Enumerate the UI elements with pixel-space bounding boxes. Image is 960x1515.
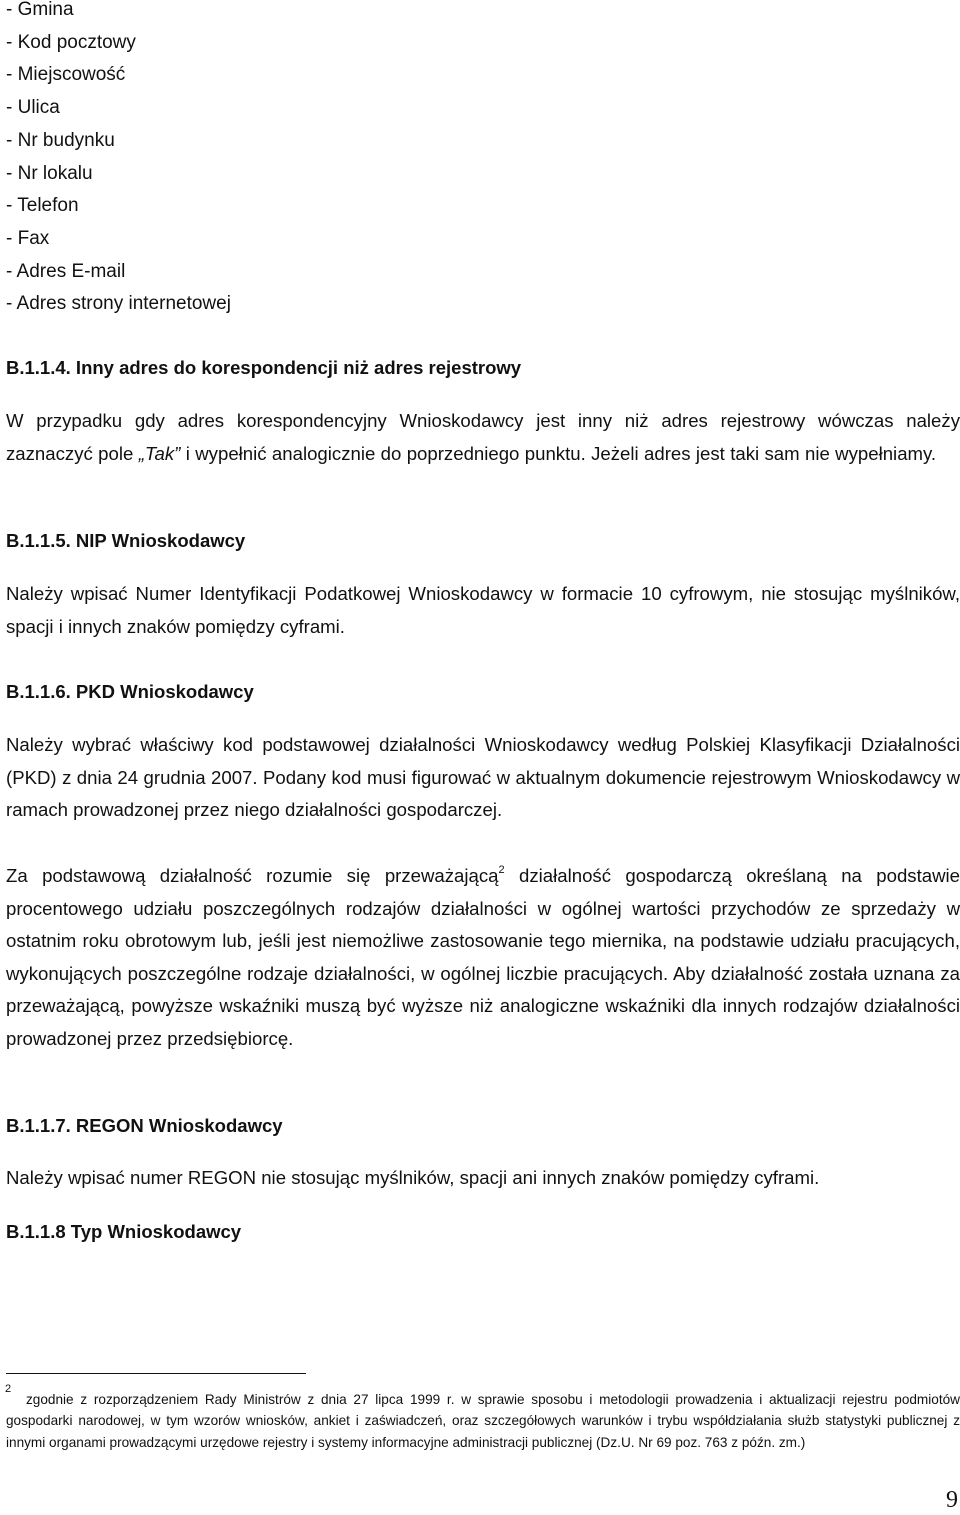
section-text-pkd-definition [6,860,960,1055]
section-text-correspondence-address [6,405,960,470]
list-item: - Gmina [6,0,74,20]
section-heading-regon: B.1.1.7. REGON Wnioskodawcy [6,1115,283,1136]
section-text-pkd: Należy wybrać właściwy kod podstawowej działalności Wnioskodawcy według Polskiej Klasyfikacji Działalności (PKD) z dnia 24 grudnia 2007. Podany kod musi figurować w aktualnym dokumencie rejestrowym Wnioskodawcy w ramach prowadzonej przez niego działalności gospodarczej. [6,734,960,820]
italic-option-label: „Tak” [138,442,181,464]
footnote-reference: 2 [498,864,505,876]
section-heading-applicant-type: B.1.1.8 Typ Wnioskodawcy [6,1221,242,1242]
footnote-separator [6,1373,306,1374]
list-item: - Nr lokalu [6,162,93,184]
list-item: - Nr budynku [6,129,115,151]
list-item: - Telefon [6,195,79,217]
section-text-regon: Należy wpisać numer REGON nie stosując myślników, spacji ani innych znaków pomiędzy cyframi. [6,1167,820,1188]
list-item: - Kod pocztowy [6,31,136,53]
list-item: - Adres E-mail [6,260,126,282]
section-text-nip: Należy wpisać Numer Identyfikacji Podatkowej Wnioskodawcy w formacie 10 cyfrowym, nie stosując myślników, spacji i innych znaków pomiędzy cyframi. [6,583,960,637]
text-segment: działalność gospodarczą określaną na podstawie procentowego udziału poszczególnych rodzajów działalności w ogólnej wartości przychodów ze sprzedaży w ostatnim roku obrotowym lub, jeśli jest niemożliwe zastosowanie tego miernika, na podstawie udziału pracujących, wykonujących poszczególne rodzaje działalności, w ogólnej liczbie pracujących. Aby działalność została uznana za przeważającą, powyższe wskaźniki muszą być wyższe niż analogiczne wskaźniki dla innych rodzajów działalności prowadzonej przez przedsiębiorcę. [6,865,960,1049]
list-item: - Ulica [6,97,60,119]
list-item: - Fax [6,227,50,249]
list-item: - Miejscowość [6,64,126,86]
section-heading-pkd: B.1.1.6. PKD Wnioskodawcy [6,681,254,702]
section-heading-correspondence-address: B.1.1.4. Inny adres do korespondencji niż adres rejestrowy [6,357,522,378]
footnote-mark: 2 [5,1383,12,1395]
text-segment: W przypadku gdy adres korespondencyjny Wnioskodawcy jest inny niż adres rejestrowy wówczas należy zaznaczyć pole [6,410,960,464]
text-segment: Za podstawową działalność rozumie się przeważającą [6,865,499,886]
text-segment: i wypełnić analogicznie do poprzedniego punktu. Jeżeli adres jest taki sam nie wypełniamy. [180,442,937,464]
footnote-text: zgodnie z rozporządzeniem Rady Ministrów z dnia 27 lipca 1999 r. w sprawie sposobu i metodologii prowadzenia i aktualizacji rejestru podmiotów gospodarki narodowej, w tym wzorów wniosków, ankiet i zaświadczeń, oraz szczegółowych warunków i trybu współdziałania służb statystyki publicznej z innymi organami prowadzącymi urzędowe rejestry i systemy informacyjne administracji publicznej (Dz.U. Nr 69 poz. 763 z późn. zm.) [6,1392,960,1450]
address-field-list [6,0,231,321]
list-item: - Adres strony internetowej [6,293,231,315]
section-heading-nip: B.1.1.5. NIP Wnioskodawcy [6,530,246,551]
page-number: 9 [946,1487,958,1513]
